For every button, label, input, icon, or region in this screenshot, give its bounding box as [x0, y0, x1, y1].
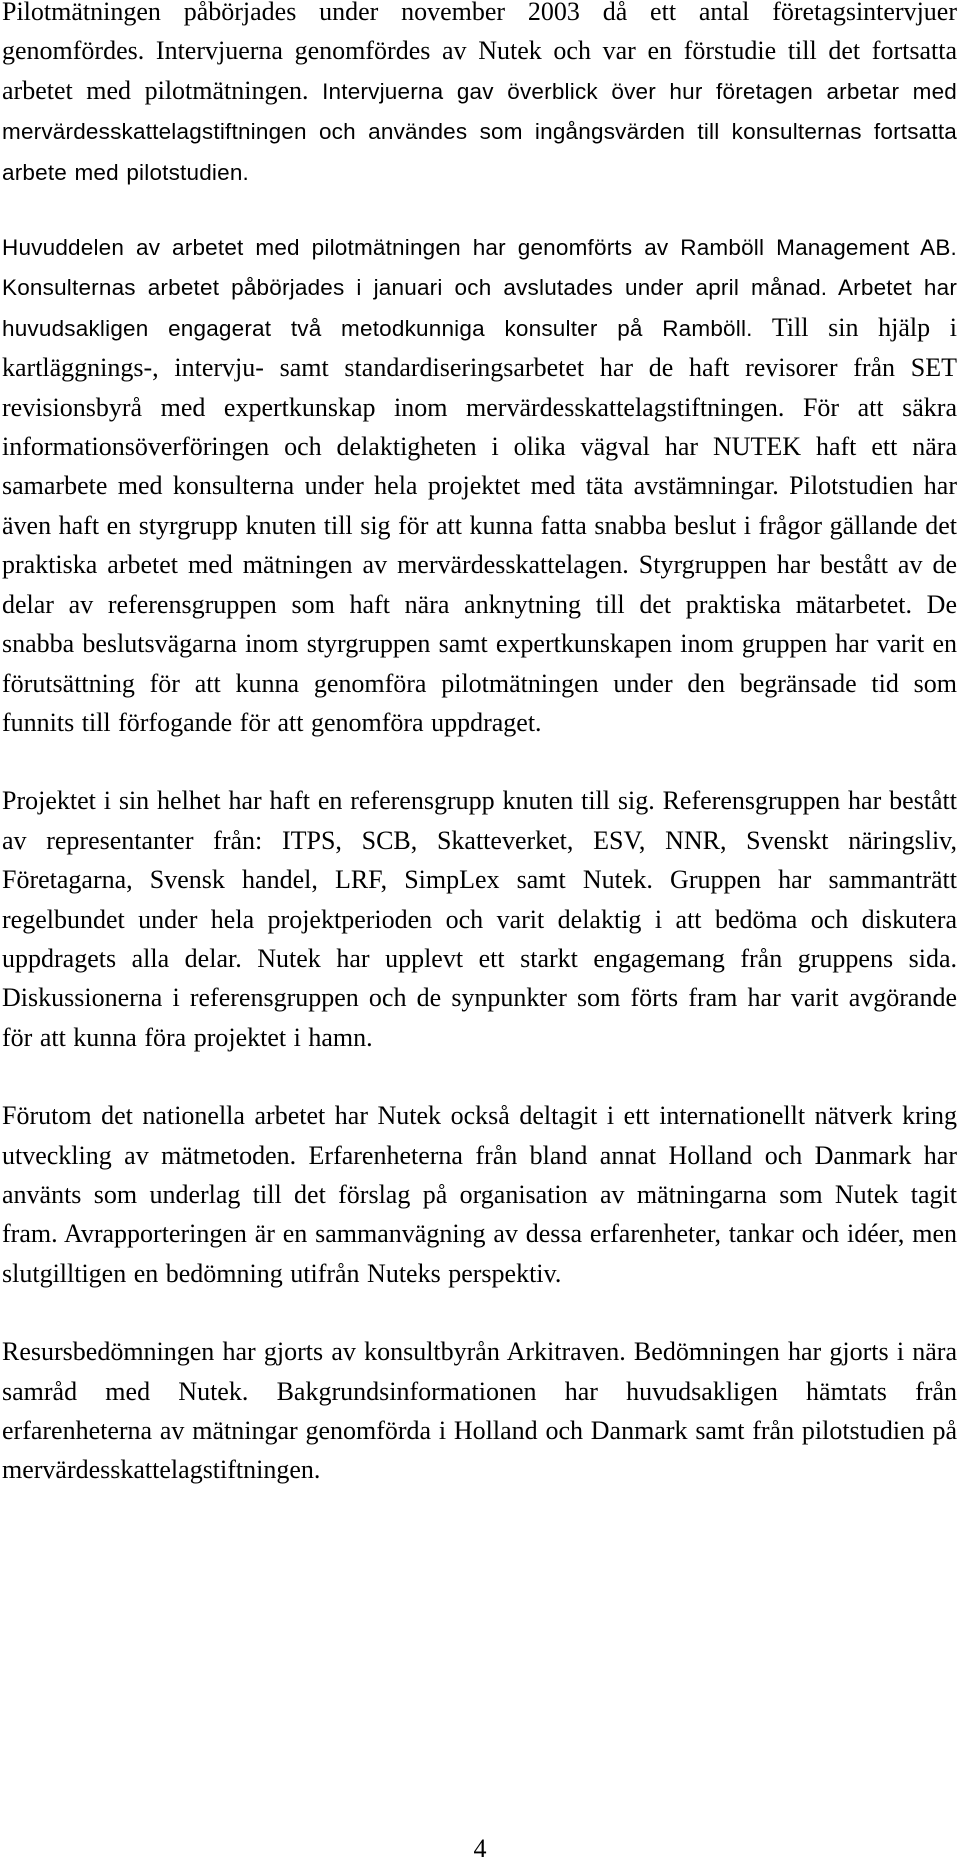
paragraph-2-sans-run-c: under april månad. Arbetet har huvudsakligen engagerat två metodkunniga: [2, 275, 958, 341]
paragraph-reference-group: Projektet i sin helhet har haft en referensgrupp knuten till sig. Referensgruppen har bestått av representanter från: ITPS, SCB, Skatteverket, ESV, NNR, Svenskt näringsliv, Företagarna, Svensk handel, LRF, SimpLex samt Nutek. Gruppen har sammanträtt regelbundet under hela projektperioden och varit delaktig i att bedöma och diskutera uppdragets alla delar. Nutek har upplevt ett starkt engagemang från gruppens sida. Diskussionerna i referensgruppen och de synpunkter som förts fram har varit avgörande för att kunna föra projektet i hamn.: [2, 786, 957, 1052]
paragraph-spacer: [2, 1057, 957, 1096]
paragraph-spacer: [2, 1293, 957, 1332]
paragraph-2-sans-run-a: Huvuddelen av arbetet med pilotmätningen har genomförts av Ramböll: [2, 235, 765, 261]
paragraph-1-sans-run-d: pilotstudien.: [126, 159, 250, 185]
paragraph-1-serif-run-c: en förstudie till det fortsatta arbetet med pilotmätningen.: [2, 36, 957, 105]
paragraph-1-serif-run-b: företagsintervjuer genomfördes. Intervjuerna genomfördes av Nutek och var: [2, 0, 958, 66]
paragraph-ramboll-work: [2, 227, 957, 742]
paragraph-1-serif-run-a: Pilotmätningen påbörjades under november 2003 då ett antal: [2, 0, 750, 26]
paragraph-1-sans-run-c: användes som ingångsvärden till konsulternas fortsatta arbete med: [2, 119, 957, 185]
paragraph-international-network: Förutom det nationella arbetet har Nutek också deltagit i ett internationellt nätverk kring utveckling av mätmetoden. Erfarenheterna från bland annat Holland och Danmark har använts som underlag till det förslag på organisation av mätningarna som Nutek tagit fram. Avrapporteringen är en sammanvägning av dessa erfarenheter, tankar och idéer, men slutgilltigen en bedömning utifrån Nuteks perspektiv.: [2, 1101, 957, 1288]
paragraph-spacer: [2, 192, 957, 227]
paragraph-resource-assessment: Resursbedömningen har gjorts av konsultbyrån Arkitraven. Bedömningen har gjorts i nära samråd med Nutek. Bakgrundsinformationen har huvudsakligen hämtats från erfarenheterna av mätningar genomförda i Holland och Danmark samt från pilotstudien på mervärdesskattelagstiftningen.: [2, 1337, 957, 1485]
paragraph-pilot-start: [2, 0, 957, 192]
paragraph-spacer: [2, 742, 957, 781]
document-page: [2, 0, 957, 1490]
paragraph-2-serif-run: Till sin hjälp i kartläggnings-, intervju- samt standardiseringsarbetet har de haft revisorer från SET revisionsbyrå med expertkunskap inom mervärdesskattelagstiftningen. För att säkra informationsöverföringen och delaktigheten i olika vägval har NUTEK haft ett nära samarbete med konsulterna under hela projektet med täta avstämningar. Pilotstudien har även haft en styrgrupp knuten till sig för att kunna fatta snabba beslut i frågor gällande det praktiska arbetet med mätningen av mervärdesskattelagen. Styrgruppen har bestått av de delar av referensgruppen som haft nära anknytning till det praktiska mätarbetet. De snabba beslutsvägarna inom styrgruppen samt expertkunskapen inom gruppen har varit en förutsättning för att kunna genomföra pilotmätningen under den begränsade tid som funnits till förfogande för att genomföra uppdraget.: [2, 312, 958, 737]
paragraph-2-sans-run-b: Management AB. Konsulternas arbetet påbörjades i januari och avslutades: [2, 235, 957, 301]
paragraph-1-sans-run-a: Intervjuerna gav: [322, 78, 494, 104]
paragraph-2-sans-run-d: konsulter på Ramböll.: [504, 315, 753, 341]
paragraph-1-sans-run-b: överblick över hur företagen arbetar med mervärdesskattelagstiftningen och: [2, 78, 958, 145]
page-number: 4: [473, 1834, 487, 1863]
